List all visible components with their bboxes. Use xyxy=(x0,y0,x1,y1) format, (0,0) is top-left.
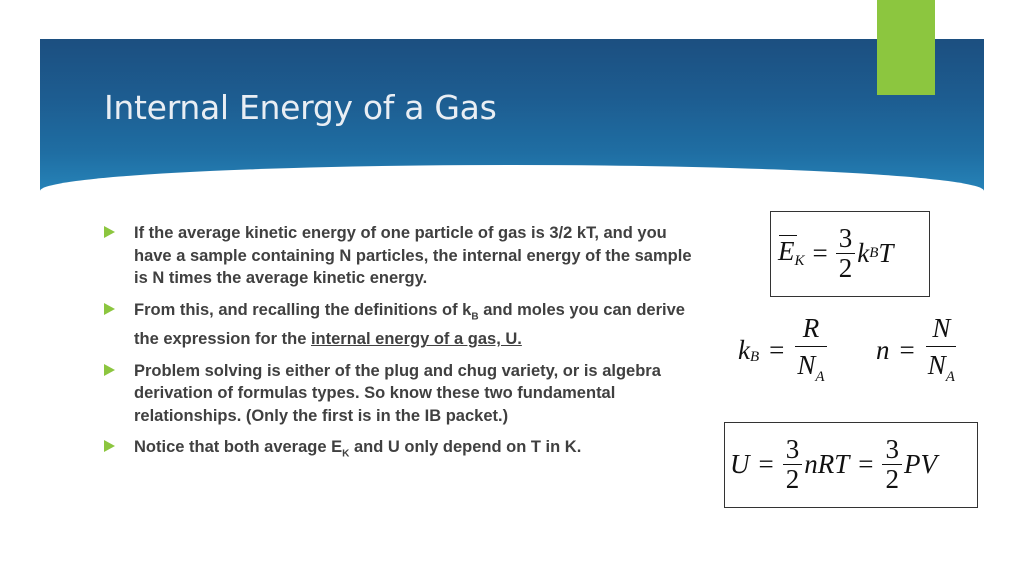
bullet-item xyxy=(104,360,704,428)
u-fraction-1 xyxy=(783,435,803,493)
n-denominator: N xyxy=(927,350,946,381)
u-equals-2: = xyxy=(858,448,874,479)
ek-lhs xyxy=(778,236,805,270)
slide-title: Internal Energy of a Gas xyxy=(104,88,497,127)
bullet-arrow-icon xyxy=(104,303,115,315)
bullet-item xyxy=(104,436,704,466)
ek-k: k xyxy=(857,237,870,268)
bullet-list xyxy=(104,222,704,475)
kb-equals: = xyxy=(769,334,785,365)
bullet-text-post: and U only depend on T in K. xyxy=(349,438,582,457)
kb-symbol: k xyxy=(738,334,750,365)
ek-symbol: E xyxy=(778,236,795,266)
bullet-text: If the average kinetic energy of one particle of gas is 3/2 kT, and you have a sample containing N particles, the internal energy of the sample is N times the average kinetic energy. xyxy=(134,224,692,287)
ek-equals: = xyxy=(812,237,828,268)
n-numerator: N xyxy=(926,314,956,347)
n-fraction xyxy=(925,314,958,386)
kb-subscript: B xyxy=(749,348,760,365)
bullet-text-pre: Notice that both average E xyxy=(134,438,343,457)
ek-fraction xyxy=(836,224,856,282)
ek-subscript: K xyxy=(794,253,805,269)
bullet-arrow-icon xyxy=(104,226,115,238)
bullet-text-pre: From this, and recalling the definitions of k xyxy=(134,300,472,319)
ek-t: T xyxy=(878,237,894,268)
bullet-text: Problem solving is either of the plug and chug variety, or is algebra derivation of formulas types. So know these two fundamental relationships. (Only the first is in the IB packet.) xyxy=(134,361,661,425)
kb-denominator: N xyxy=(797,350,816,381)
kb-equation xyxy=(738,310,828,390)
bullet-arrow-icon xyxy=(104,440,115,452)
bullet-arrow-icon xyxy=(104,364,115,376)
kb-fraction xyxy=(794,314,827,386)
u-numerator-1: 3 xyxy=(783,435,803,464)
bullet-item xyxy=(104,222,704,290)
ek-k-subscript: B xyxy=(869,244,879,261)
u-numerator-2: 3 xyxy=(882,435,902,464)
u-symbol: U xyxy=(730,448,750,479)
bullet-subscript: K xyxy=(342,448,350,460)
ek-numerator: 3 xyxy=(836,224,856,253)
kb-denominator-subscript: A xyxy=(815,369,825,386)
n-symbol: n xyxy=(876,334,890,365)
bullet-subscript: B xyxy=(471,310,479,322)
ek-equation xyxy=(778,216,893,290)
u-denominator-1: 2 xyxy=(785,463,800,494)
u-pv: PV xyxy=(903,448,937,479)
n-denominator-subscript: A xyxy=(945,369,955,386)
u-fraction-2 xyxy=(882,435,902,493)
u-nrt: nRT xyxy=(804,448,850,479)
internal-energy-link[interactable]: internal energy of a gas, U. xyxy=(310,330,522,349)
u-equals-1: = xyxy=(758,448,774,479)
u-equation xyxy=(730,427,937,501)
bullet-text-mid: and moles you can derive the expression for the xyxy=(134,300,685,349)
accent-tab xyxy=(877,0,935,95)
n-equation xyxy=(876,310,958,390)
ek-denominator: 2 xyxy=(838,252,853,283)
n-equals: = xyxy=(899,334,915,365)
bullet-item xyxy=(104,299,704,351)
u-denominator-2: 2 xyxy=(885,463,899,494)
kb-numerator: R xyxy=(795,314,828,347)
